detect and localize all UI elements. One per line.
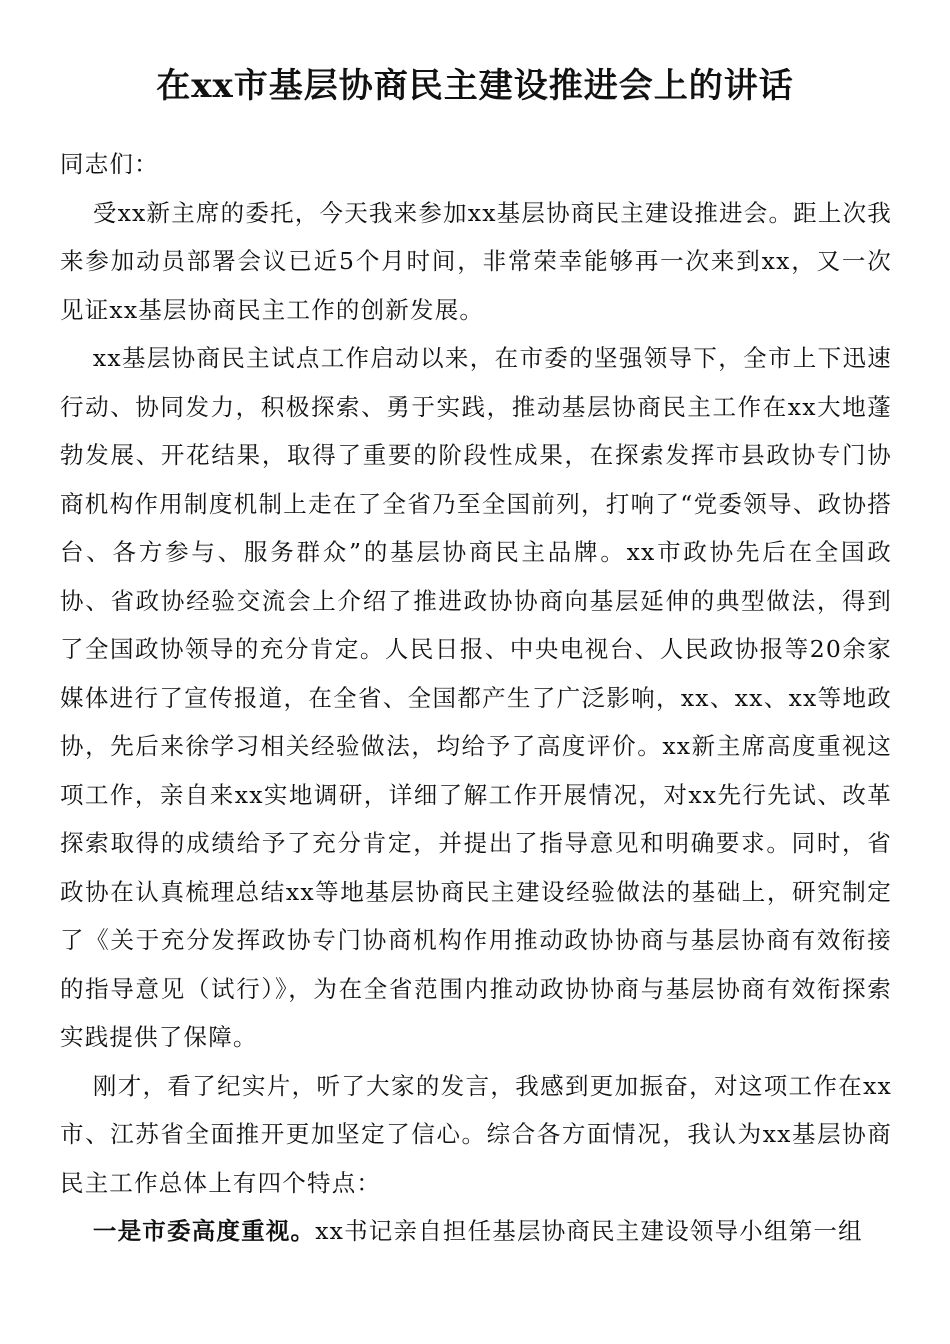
document-title: 在xx市基层协商民主建设推进会上的讲话 xyxy=(156,66,794,106)
paragraph-2: xx基层协商民主试点工作启动以来，在市委的坚强领导下，全市上下迅速行动、协同发力，积极探索、勇于实践，推动基层协商民主工作在xx大地蓬勃发展、开花结果，取得了重要的阶段性成果，在探索发挥市县政协专门协商机构作用制度机制上走在了全省乃至全国前列，打响了“党委领导、政协搭台、各方参与、服务群众”的基层协商民主品牌。xx市政协先后在全国政协、省政协经验交流会上介绍了推进政协协商向基层延伸的典型做法，得到了全国政协领导的充分肯定。人民日报、中央电视台、人民政协报等20余家媒体进行了宣传报道，在全省、全国都产生了广泛影响，xx、xx、xx等地政协，先后来徐学习相关经验做法，均给予了高度评价。xx新主席高度重视这项工作，亲自来xx实地调研，详细了解工作开展情况，对xx先行先试、改革探索取得的成绩给予了充分肯定，并提出了指导意见和明确要求。同时，省政协在认真梳理总结xx等地基层协商民主建设经验做法的基础上，研究制定了《关于充分发挥政协专门协商机构作用推动政协协商与基层协商有效衔接的指导意见（试行）》，为在全省范围内推动政协协商与基层协商有效衔探索实践提供了保障。 xyxy=(60,344,892,1051)
salutation: 同志们： xyxy=(60,150,159,178)
paragraph-4-text: xx书记亲自担任基层协商民主建设领导小组第一组 xyxy=(315,1217,863,1245)
paragraph-4 xyxy=(60,1207,892,1256)
paragraph-3: 刚才，看了纪实片，听了大家的发言，我感到更加振奋，对这项工作在xx市、江苏省全面推开更加坚定了信心。综合各方面情况，我认为xx基层协商民主工作总体上有四个特点： xyxy=(60,1071,892,1197)
paragraph-4-lead: 一是市委高度重视。 xyxy=(92,1217,316,1245)
document-body xyxy=(60,140,892,1256)
paragraph-1: 受xx新主席的委托，今天我来参加xx基层协商民主建设推进会。距上次我来参加动员部署会议已近5个月时间，非常荣幸能够再一次来到xx，又一次见证xx基层协商民主工作的创新发展。 xyxy=(60,198,892,324)
